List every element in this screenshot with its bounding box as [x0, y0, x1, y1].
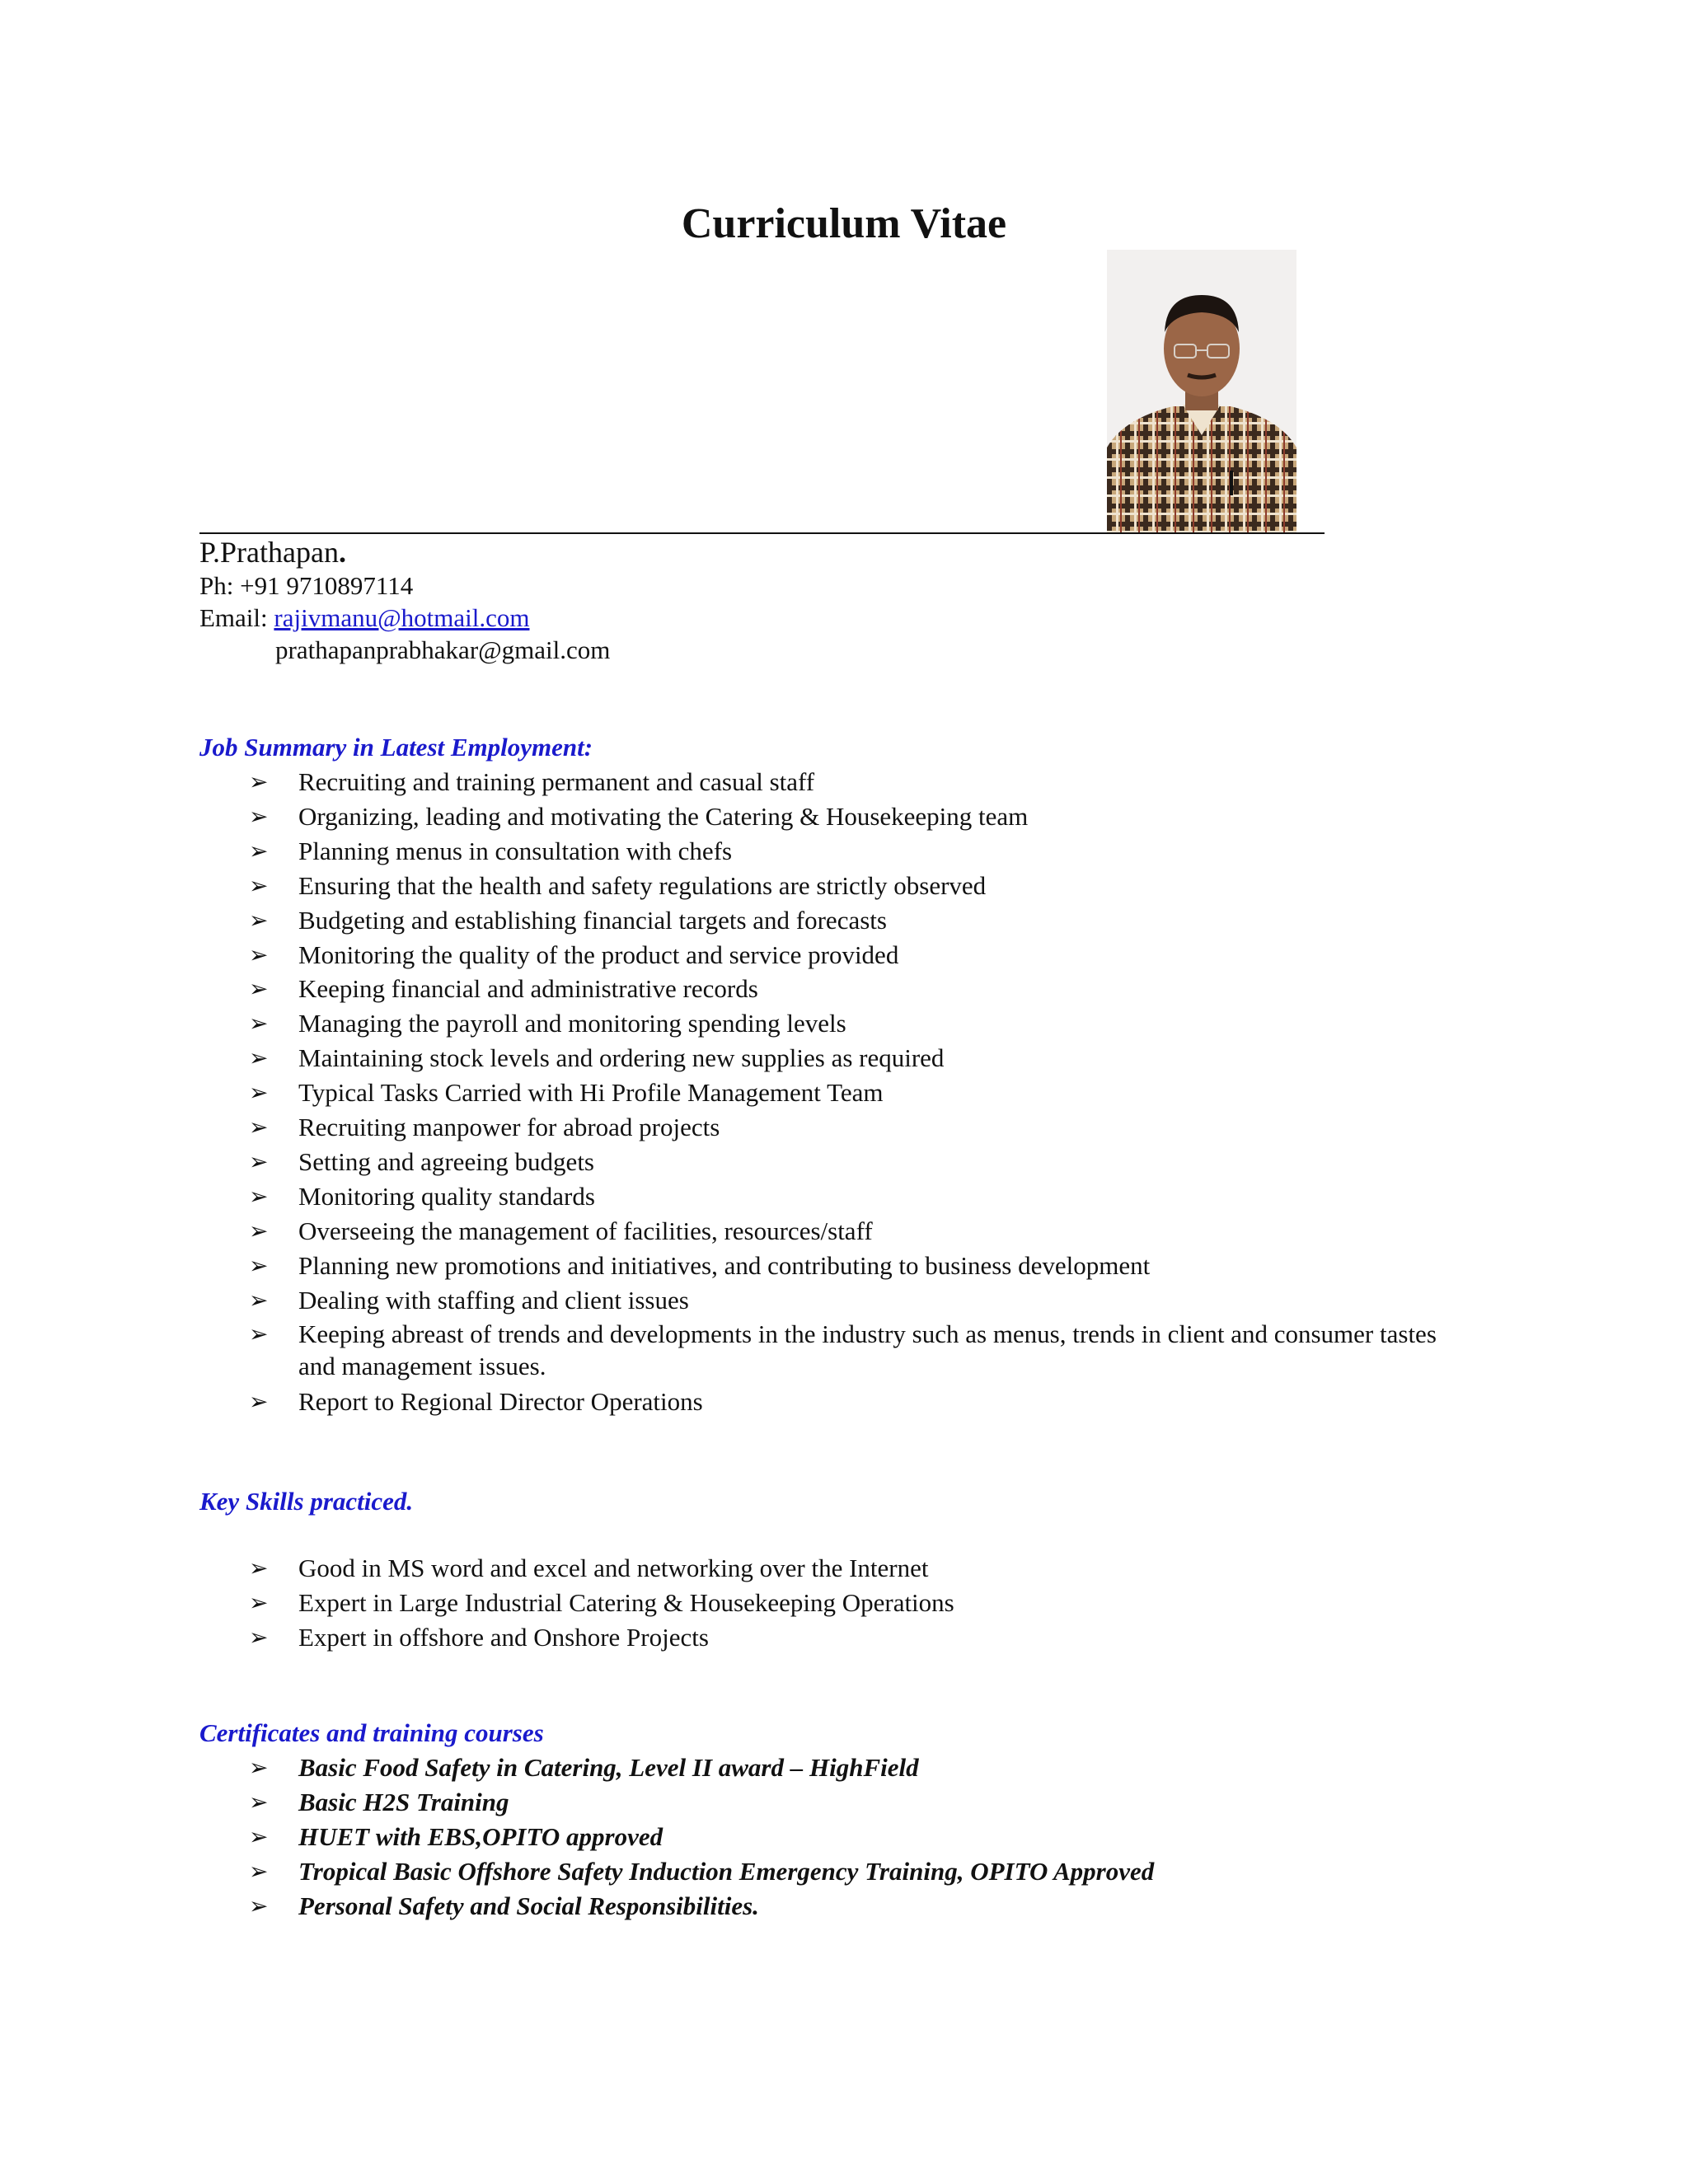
key-skills-heading: Key Skills practiced. — [199, 1487, 414, 1516]
job-summary-item-text: Overseeing the management of facilities, resources/staff — [298, 1216, 873, 1245]
arrow-bullet-icon: ➢ — [249, 975, 269, 1003]
job-summary-item — [0, 1179, 1469, 1214]
certificates-list — [0, 1750, 1469, 1924]
job-summary-item — [0, 1214, 1469, 1249]
person-name — [199, 535, 346, 569]
certificate-item-text: HUET with EBS,OPITO approved — [298, 1821, 663, 1851]
arrow-bullet-icon: ➢ — [249, 837, 269, 865]
certificate-item — [0, 1785, 1469, 1820]
arrow-bullet-icon: ➢ — [249, 1010, 269, 1038]
key-skill-item-text: Expert in offshore and Onshore Projects — [298, 1622, 709, 1652]
arrow-bullet-icon: ➢ — [249, 1588, 269, 1616]
certificate-item — [0, 1750, 1469, 1785]
arrow-bullet-icon: ➢ — [249, 1216, 269, 1244]
arrow-bullet-icon: ➢ — [249, 1891, 269, 1919]
job-summary-item — [0, 1076, 1469, 1110]
arrow-bullet-icon: ➢ — [249, 940, 269, 968]
certificate-item-text: Basic H2S Training — [298, 1787, 509, 1816]
job-summary-item — [0, 1385, 1469, 1419]
phone-label: Ph: — [199, 571, 234, 600]
arrow-bullet-icon: ➢ — [249, 1623, 269, 1651]
job-summary-item-text: Managing the payroll and monitoring spending levels — [298, 1009, 846, 1038]
email-line — [199, 602, 529, 634]
arrow-bullet-icon: ➢ — [249, 906, 269, 934]
job-summary-item-text: Planning menus in consultation with chefs — [298, 836, 733, 865]
certificate-item-text: Tropical Basic Offshore Safety Induction Emergency Training, OPITO Approved — [298, 1856, 1155, 1886]
job-summary-item-text: Budgeting and establishing financial targets and forecasts — [298, 905, 887, 935]
job-summary-item — [0, 1006, 1469, 1041]
job-summary-item-text: Typical Tasks Carried with Hi Profile Management Team — [298, 1078, 884, 1108]
profile-photo — [1107, 250, 1296, 533]
job-summary-item-text: Report to Regional Director Operations — [298, 1386, 703, 1416]
certificate-item — [0, 1889, 1469, 1924]
job-summary-item — [0, 1318, 1469, 1385]
arrow-bullet-icon: ➢ — [249, 1554, 269, 1582]
job-summary-item — [0, 834, 1469, 869]
job-summary-item-text: Recruiting manpower for abroad projects — [298, 1113, 720, 1142]
job-summary-item-text: Maintaining stock levels and ordering new supplies as required — [298, 1043, 945, 1073]
job-summary-item — [0, 972, 1469, 1006]
arrow-bullet-icon: ➢ — [249, 1387, 269, 1415]
arrow-bullet-icon: ➢ — [249, 1113, 269, 1141]
job-summary-item — [0, 903, 1469, 938]
arrow-bullet-icon: ➢ — [249, 1788, 269, 1816]
certificate-item-text: Personal Safety and Social Responsibilities. — [298, 1891, 759, 1920]
job-summary-list — [0, 765, 1469, 1418]
job-summary-item-text: Keeping financial and administrative records — [298, 974, 758, 1004]
job-summary-item — [0, 1249, 1469, 1283]
job-summary-item — [0, 1110, 1469, 1145]
arrow-bullet-icon: ➢ — [249, 1822, 269, 1850]
job-summary-item-text: Planning new promotions and initiatives, and contributing to business development — [298, 1250, 1151, 1280]
header-rule — [199, 532, 1325, 534]
certificate-item — [0, 1854, 1469, 1889]
arrow-bullet-icon: ➢ — [249, 802, 269, 830]
arrow-bullet-icon: ➢ — [249, 1754, 269, 1781]
job-summary-item — [0, 799, 1469, 834]
job-summary-item-text: Recruiting and training permanent and casual staff — [298, 767, 815, 796]
arrow-bullet-icon: ➢ — [249, 1857, 269, 1885]
job-summary-item — [0, 1145, 1469, 1179]
certificates-heading: Certificates and training courses — [199, 1718, 544, 1747]
phone-line — [199, 570, 413, 602]
phone-number: +91 9710897114 — [240, 571, 414, 600]
key-skills-list — [0, 1551, 1469, 1655]
job-summary-item — [0, 869, 1469, 903]
page-title: Curriculum Vitae — [681, 200, 1007, 247]
job-summary-item — [0, 1041, 1469, 1076]
arrow-bullet-icon: ➢ — [249, 1182, 269, 1210]
key-skill-item — [0, 1551, 1469, 1586]
job-summary-item-text: Dealing with staffing and client issues — [298, 1285, 689, 1315]
job-summary-item-text: Monitoring the quality of the product and service provided — [298, 940, 899, 969]
key-skill-item — [0, 1586, 1469, 1620]
portrait-image — [1107, 250, 1296, 533]
key-skill-item-text: Expert in Large Industrial Catering & Housekeeping Operations — [298, 1587, 954, 1617]
person-name-suffix: . — [338, 536, 346, 569]
arrow-bullet-icon: ➢ — [249, 1147, 269, 1175]
arrow-bullet-icon: ➢ — [249, 1319, 269, 1347]
email-secondary: prathapanprabhakar@gmail.com — [275, 635, 611, 664]
arrow-bullet-icon: ➢ — [249, 871, 269, 899]
job-summary-item-text: Monitoring quality standards — [298, 1181, 595, 1211]
job-summary-item-text: Organizing, leading and motivating the Catering & Housekeeping team — [298, 801, 1029, 831]
arrow-bullet-icon: ➢ — [249, 1079, 269, 1107]
job-summary-item-text: Keeping abreast of trends and developments in the industry such as menus, trends in client and consumer tastes and management issues. — [298, 1319, 1437, 1380]
arrow-bullet-icon: ➢ — [249, 1286, 269, 1314]
email-label: Email: — [199, 603, 268, 632]
job-summary-heading: Job Summary in Latest Employment: — [199, 733, 593, 762]
arrow-bullet-icon: ➢ — [249, 1251, 269, 1279]
key-skill-item-text: Good in MS word and excel and networking over the Internet — [298, 1554, 929, 1582]
job-summary-item-text: Ensuring that the health and safety regulations are strictly observed — [298, 870, 987, 900]
key-skill-item — [0, 1620, 1469, 1655]
arrow-bullet-icon: ➢ — [249, 768, 269, 795]
job-summary-item — [0, 765, 1469, 799]
job-summary-item — [0, 1283, 1469, 1318]
certificate-item — [0, 1820, 1469, 1854]
arrow-bullet-icon: ➢ — [249, 1044, 269, 1072]
certificate-item-text: Basic Food Safety in Catering, Level II award – HighField — [298, 1753, 919, 1782]
job-summary-item — [0, 938, 1469, 972]
job-summary-item-text: Setting and agreeing budgets — [298, 1146, 594, 1176]
email-primary-link[interactable]: rajivmanu@hotmail.com — [274, 603, 530, 632]
person-name-text: P.Prathapan — [199, 536, 339, 569]
